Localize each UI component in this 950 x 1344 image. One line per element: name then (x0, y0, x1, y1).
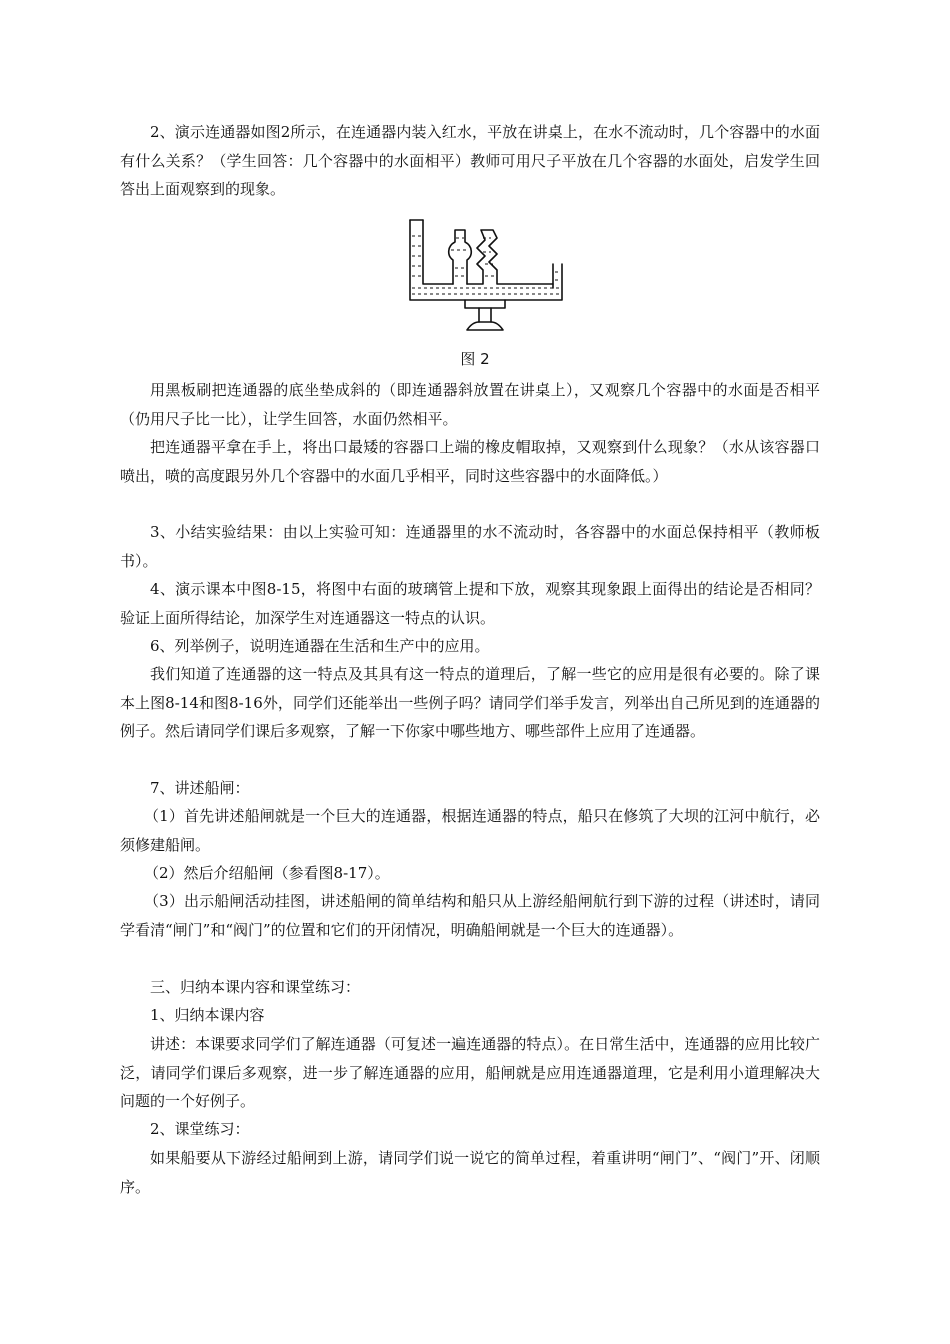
paragraph-exercise-content: 如果船要从下游经过船闸到上游，请同学们说一说它的简单过程，着重讲明“闸门”、“阀门”开、闭顺序。 (120, 1149, 820, 1196)
paragraph-section-three: 三、归纳本课内容和课堂练习： (150, 978, 361, 996)
paragraph-demo-figure-8-15: 4、演示课本中图8-15，将图中右面的玻璃管上提和下放，观察其现象跟上面得出的结论是否相同？验证上面所得结论，加深学生对连通器这一特点的认识。 (120, 580, 820, 627)
figure-caption: 图 2 (460, 350, 490, 368)
paragraph-tilted-base: 用黑板刷把连通器的底坐垫成斜的（即连通器斜放置在讲桌上），又观察几个容器中的水面是否相平（仍用尺子比一比），让学生回答，水面仍然相平。 (120, 381, 820, 428)
paragraph-summary-result: 3、小结实验结果：由以上实验可知：连通器里的水不流动时，各容器中的水面总保持相平（教师板书）。 (120, 523, 820, 570)
paragraph-applications: 我们知道了连通器的这一特点及其具有这一特点的道理后，了解一些它的应用是很有必要的。除了课本上图8-14和图8-16外，同学们还能举出一些例子吗？请同学们举手发言，列举出自己所见到的连通器的例子。然后请同学们课后多观察，了解一下你家中哪些地方、哪些部件上应用了连通器。 (120, 665, 820, 740)
communicating-vessels-diagram (405, 212, 565, 347)
paragraph-demo-vessels: 2、演示连通器如图2所示，在连通器内装入红水，平放在讲桌上，在水不流动时，几个容器中的水面有什么关系？（学生回答：几个容器中的水面相平）教师可用尺子平放在几个容器的水面处，启发学生回答出上面观察到的现象。 (120, 123, 820, 198)
paragraph-summary-content: 讲述：本课要求同学们了解连通器（可复述一遍连通器的特点）。在日常生活中，连通器的应用比较广泛，请同学们课后多观察，进一步了解连通器的应用，船闸就是应用连通器道理，它是利用小道理解决大问题的一个好例子。 (120, 1035, 820, 1110)
paragraph-remove-cap: 把连通器平拿在手上，将出口最矮的容器口上端的橡皮帽取掉，又观察到什么现象？（水从该容器口喷出，喷的高度跟另外几个容器中的水面几乎相平，同时这些容器中的水面降低。） (120, 438, 820, 485)
paragraph-ship-lock-heading: 7、讲述船闸： (150, 779, 250, 797)
paragraph-ship-lock-2: （2）然后介绍船闸（参看图8-17）。 (144, 864, 390, 882)
paragraph-list-examples: 6、列举例子，说明连通器在生活和生产中的应用。 (150, 637, 490, 655)
paragraph-ship-lock-1: （1）首先讲述船闸就是一个巨大的连通器，根据连通器的特点，船只在修筑了大坝的江河中航行，必须修建船闸。 (120, 807, 820, 854)
paragraph-ship-lock-3: （3）出示船闸活动挂图，讲述船闸的简单结构和船只从上游经船闸航行到下游的过程（讲述时，请同学看清“闸门”和“阀门”的位置和它们的开闭情况，明确船闸就是一个巨大的连通器）。 (120, 892, 820, 939)
paragraph-exercise-heading: 2、课堂练习： (150, 1120, 250, 1138)
paragraph-summary-heading: 1、归纳本课内容 (150, 1006, 265, 1024)
